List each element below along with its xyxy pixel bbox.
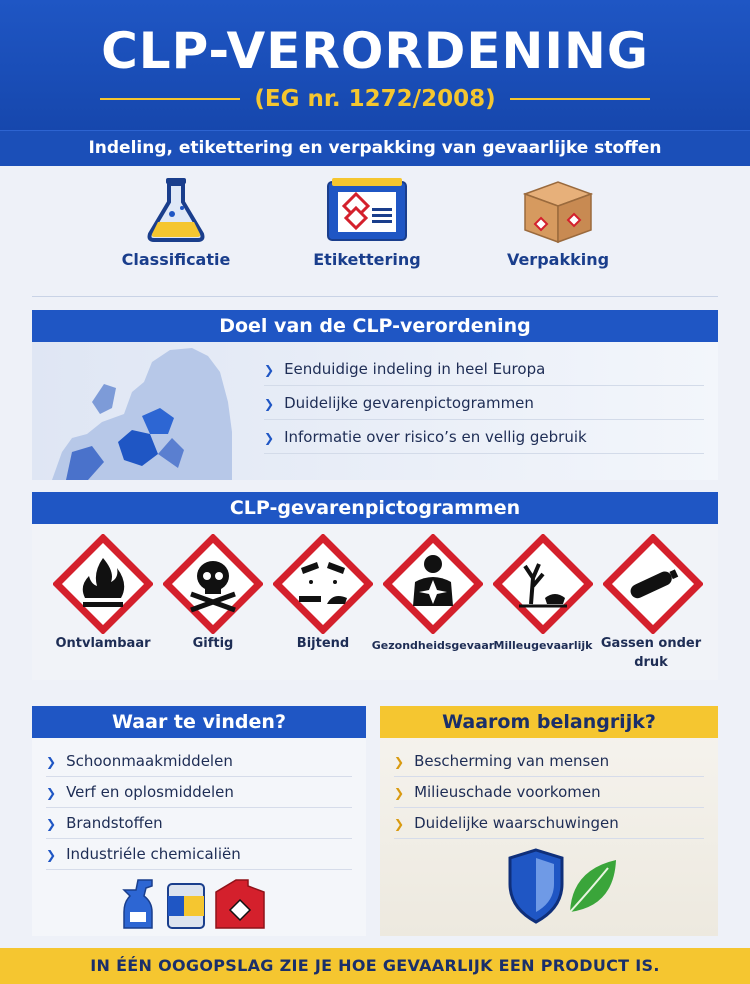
flame-icon [53,534,153,634]
subtitle-row [0,86,750,112]
list-item: ❯ Verf en oplosmiddelen [46,777,352,808]
pictogram-label: Giftig [192,636,234,651]
pictograms-heading: CLP-gevarenpictogrammen [32,492,718,524]
chevron-right-icon: ❯ [46,755,57,769]
pictogram-label: Bijtend [296,636,350,651]
waarom-heading: Waarom belangrijk? [380,706,718,738]
chevron-right-icon: ❯ [394,817,405,831]
list-item: ❯ Schoonmaakmiddelen [46,746,352,777]
list-item: ❯ Bescherming van mensen [394,746,704,777]
waar-heading: Waar te vinden? [32,706,366,738]
doel-panel [32,342,718,480]
doel-list [264,352,704,454]
health-hazard-icon [383,534,483,634]
pictogram-label: Gezondheidsgevaar [371,639,495,652]
pictogram-label: Ontvlambaar [55,636,151,651]
divider [100,98,240,100]
regulation-number: (EG nr. 1272/2008) [254,86,496,112]
list-item: ❯ Duidelijke waarschuwingen [394,808,704,839]
pictogram-label: Milleugevaarlijk [493,639,593,652]
chevron-right-icon: ❯ [264,397,275,411]
list-item: ❯ Milieuschade voorkomen [394,777,704,808]
pillar-label: Classificatie [121,250,231,269]
pillars [32,166,718,296]
tagline: Indeling, etikettering en verpakking van gevaarlijke stoffen [0,130,750,166]
pillar-etikettering [287,166,447,269]
divider [510,98,650,100]
pictogram-label: Gassen onder druk [600,636,702,670]
list-item: ❯ Eenduidige indeling in heel Europa [264,352,704,386]
pictograms-panel [32,524,718,680]
waarom-panel [380,706,718,936]
footer-banner: IN ÉÉN OOGOPSLAG ZIE JE HOE GEVAARLIJK EEN PRODUCT IS. [0,948,750,984]
chevron-right-icon: ❯ [394,786,405,800]
waarom-list [380,738,718,839]
europe-map-icon [32,342,232,480]
label-icon [322,174,412,244]
page-title: CLP-VERORDENING [101,22,649,80]
chevron-right-icon: ❯ [264,431,275,445]
chevron-right-icon: ❯ [394,755,405,769]
waar-list [32,738,366,870]
shield-leaf-icon [504,846,624,926]
list-item: ❯ Industriéle chemicaliën [46,839,352,870]
doel-heading: Doel van de CLP-verordening [32,310,718,342]
list-item: ❯ Brandstoffen [46,808,352,839]
box-icon [513,174,603,244]
waar-panel [32,706,366,936]
pillar-classificatie [96,166,256,269]
gas-cylinder-icon [603,534,703,634]
flask-icon [136,174,216,244]
pillar-verpakking [478,166,638,269]
chevron-right-icon: ❯ [46,786,57,800]
products-icon [116,870,276,930]
pillar-label: Etikettering [313,250,421,269]
chevron-right-icon: ❯ [46,817,57,831]
divider [32,296,718,297]
list-item: ❯ Duidelijke gevarenpictogrammen [264,386,704,420]
header [0,0,750,130]
corrosion-icon [273,534,373,634]
skull-icon [163,534,263,634]
environment-icon [493,534,593,634]
chevron-right-icon: ❯ [264,363,275,377]
chevron-right-icon: ❯ [46,848,57,862]
list-item: ❯ Informatie over risico’s en vellig gebruik [264,420,704,454]
pillar-label: Verpakking [506,250,610,269]
